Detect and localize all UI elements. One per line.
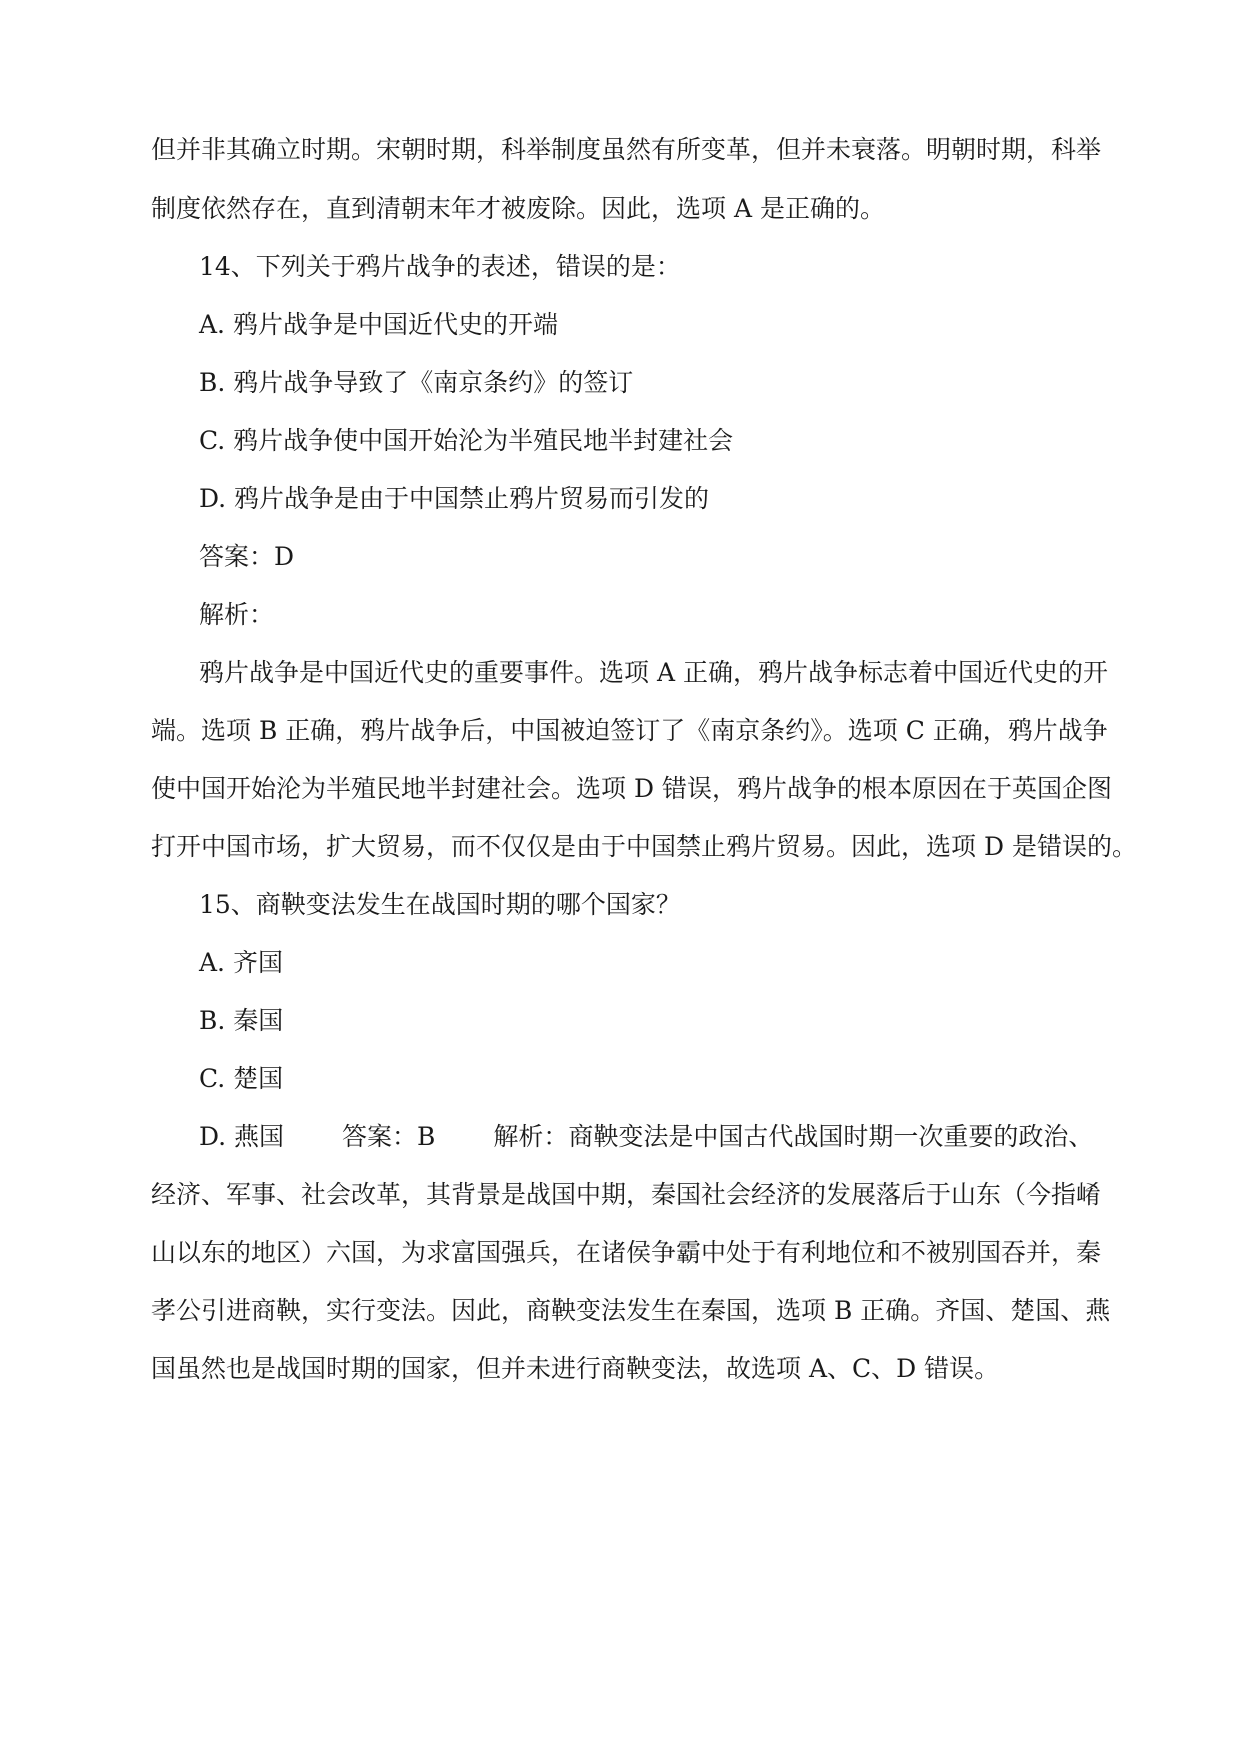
question-14: 14、下列关于鸦片战争的表述，错误的是： [199,252,681,281]
intro-line-2: 制度依然存在，直到清朝末年才被废除。因此，选项 A 是正确的。 [151,194,885,223]
q14-option-a: A. 鸦片战争是中国近代史的开端 [199,310,558,339]
q14-analysis-label: 解析： [199,600,275,629]
q15-option-b: B. 秦国 [199,1006,284,1035]
q14-analysis-line-3: 使中国开始沦为半殖民地半封建社会。选项 D 错误，鸦片战争的根本原因在于英国企图 [151,774,1112,803]
intro-line-1: 但并非其确立时期。宋朝时期，科举制度虽然有所变革，但并未衰落。明朝时期，科举 [151,135,1102,164]
q15-analysis-line-2: 经济、军事、社会改革，其背景是战国中期，秦国社会经济的发展落后于山东（今指崤 [151,1180,1102,1209]
q15-option-d-line [199,1120,1093,1154]
q14-analysis-line-4: 打开中国市场，扩大贸易，而不仅仅是由于中国禁止鸦片贸易。因此，选项 D 是错误的。 [151,832,1137,861]
q14-option-d: D. 鸦片战争是由于中国禁止鸦片贸易而引发的 [199,484,710,513]
q15-answer: 答案：B [342,1122,436,1151]
question-15: 15、商鞅变法发生在战国时期的哪个国家？ [199,890,681,919]
q14-analysis-line-1: 鸦片战争是中国近代史的重要事件。选项 A 正确，鸦片战争标志着中国近代史的开 [199,658,1108,687]
q14-option-c: C. 鸦片战争使中国开始沦为半殖民地半封建社会 [199,426,734,455]
q14-analysis-line-2: 端。选项 B 正确，鸦片战争后，中国被迫签订了《南京条约》。选项 C 正确，鸦片战争 [151,716,1108,745]
q15-analysis-start: 解析：商鞅变法是中国古代战国时期一次重要的政治、 [493,1122,1094,1151]
q15-option-a: A. 齐国 [199,948,283,977]
q14-option-b: B. 鸦片战争导致了《南京条约》的签订 [199,368,634,397]
q15-analysis-line-3: 山以东的地区）六国，为求富国强兵，在诸侯争霸中处于有利地位和不被别国吞并，秦 [151,1238,1102,1267]
q15-option-c: C. 楚国 [199,1064,284,1093]
q14-answer: 答案：D [199,542,295,571]
q15-analysis-line-4: 孝公引进商鞅，实行变法。因此，商鞅变法发生在秦国，选项 B 正确。齐国、楚国、燕 [151,1296,1111,1325]
q15-option-d: D. 燕国 [199,1122,285,1151]
q15-analysis-line-5: 国虽然也是战国时期的国家，但并未进行商鞅变法，故选项 A、C、D 错误。 [151,1354,1000,1383]
